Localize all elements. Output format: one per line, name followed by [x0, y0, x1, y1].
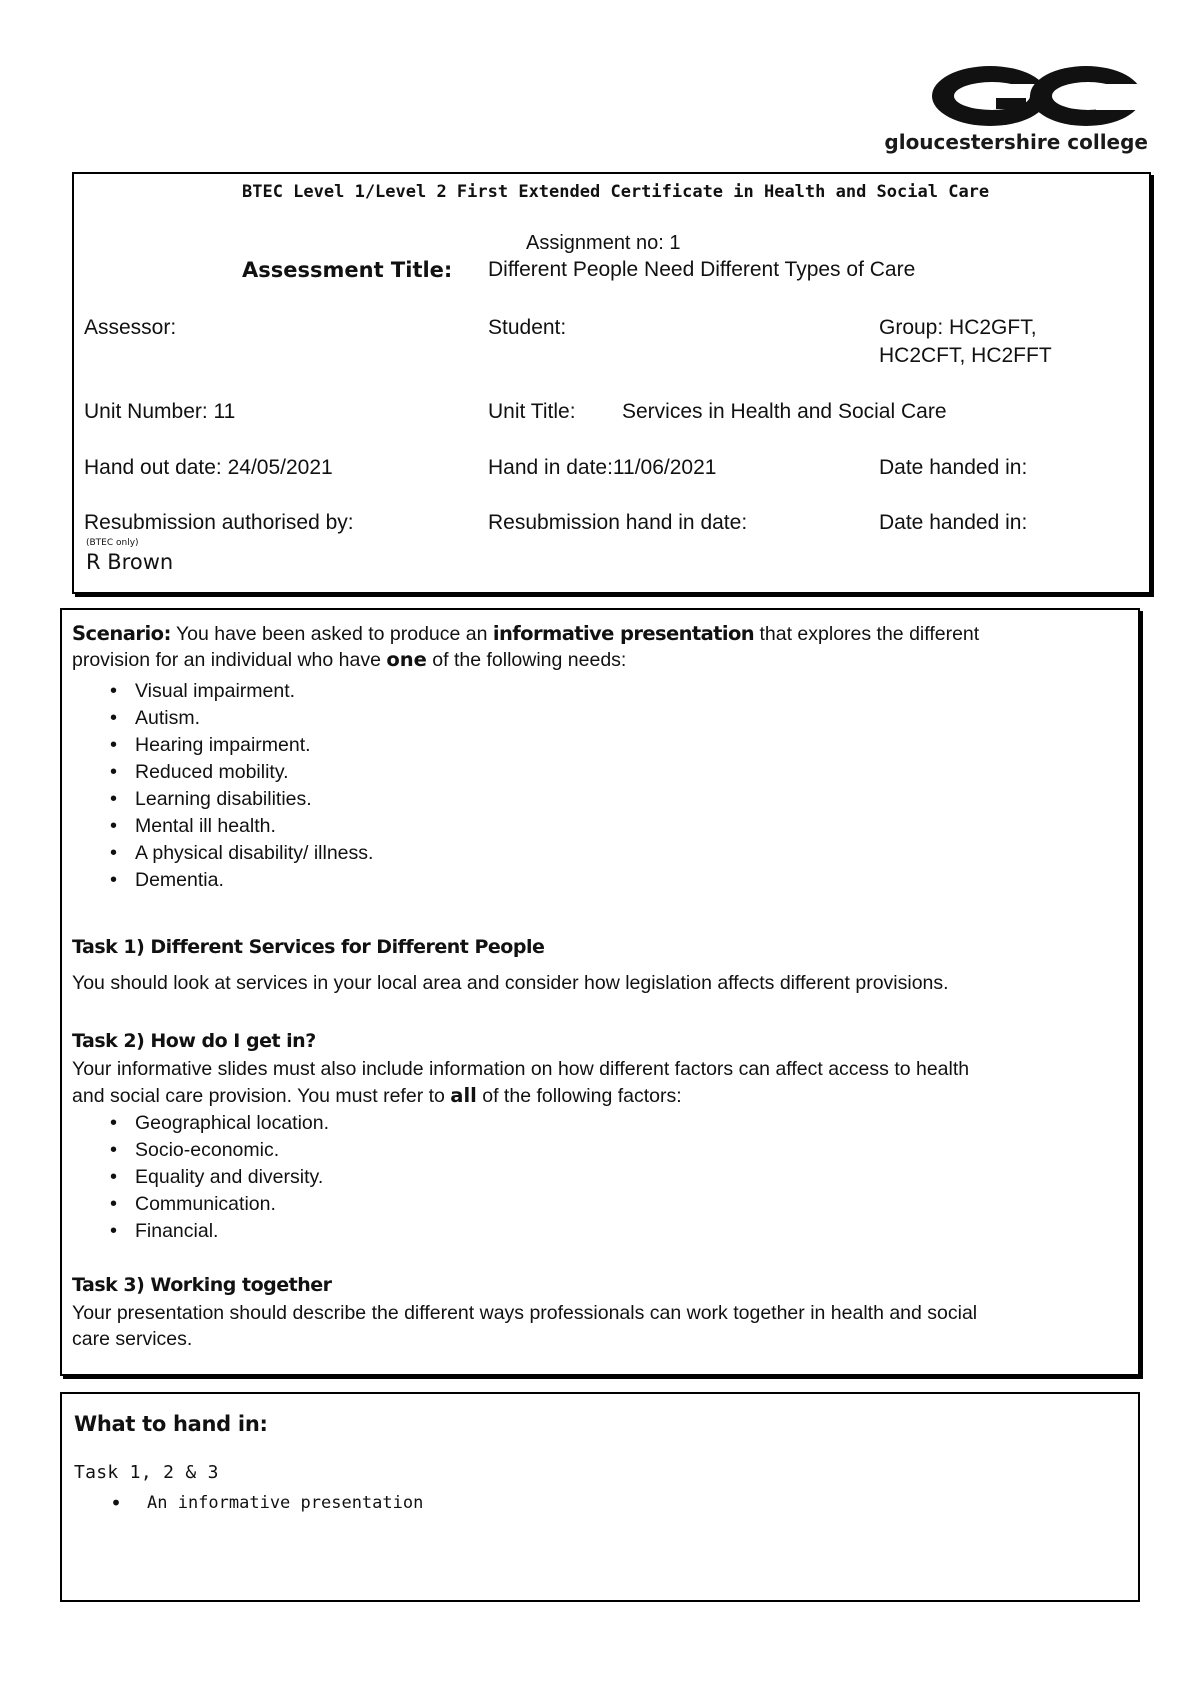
task-3-line-1: Your presentation should describe the different ways professionals can work together in health and social [72, 1302, 978, 1324]
list-item: • Mental ill health. [62, 813, 373, 840]
scenario-line-2b: of the following needs: [426, 649, 627, 671]
task-2-heading: Task 2) How do I get in? [72, 1030, 316, 1052]
list-item: • Hearing impairment. [62, 732, 373, 759]
list-item: • Learning disabilities. [62, 786, 373, 813]
unit-title: Services in Health and Social Care [622, 400, 947, 423]
task-1-text: You should look at services in your local area and consider how legislation affects different provisions. [72, 972, 949, 994]
btec-only-note: (BTEC only) [86, 538, 139, 548]
task-2-line-2 [72, 1084, 682, 1108]
unit-number: Unit Number: 11 [84, 400, 236, 423]
group-line-1: Group: HC2GFT, [879, 316, 1037, 339]
list-item: • An informative presentation [62, 1490, 423, 1517]
list-item: • Visual impairment. [62, 678, 373, 705]
scenario-label: Scenario: [72, 622, 171, 645]
task-2-bold-all: all [450, 1084, 477, 1107]
scenario-bold-presentation: informative presentation [492, 622, 755, 645]
hand-in-list [62, 1490, 423, 1517]
scenario-text-1: You have been asked to produce an [170, 623, 493, 645]
gc-logo-mark [928, 64, 1143, 128]
task-2-line-2b: of the following factors: [476, 1085, 682, 1107]
scenario-line-2 [72, 648, 626, 672]
needs-list [62, 678, 373, 894]
unit-title-label: Unit Title: [488, 400, 576, 423]
hand-in-heading: What to hand in: [74, 1412, 268, 1436]
scenario-line-2a: provision for an individual who have [72, 649, 387, 671]
scenario-text-2: that explores the different [754, 623, 980, 645]
scenario-bold-one: one [386, 648, 427, 671]
hand-in-box [60, 1392, 1140, 1602]
college-logo [858, 58, 1148, 158]
list-item: • Autism. [62, 705, 373, 732]
list-item: • Equality and diversity. [62, 1164, 329, 1191]
task-3-heading: Task 3) Working together [72, 1274, 332, 1296]
resubmission-authorised-label: Resubmission authorised by: [84, 511, 354, 534]
scenario-tasks-box [60, 608, 1140, 1376]
resubmission-hand-in-date: Resubmission hand in date: [488, 511, 748, 534]
task-3-line-2: care services. [72, 1328, 193, 1350]
list-item: • Geographical location. [62, 1110, 329, 1137]
assessment-title: Different People Need Different Types of Care [488, 258, 916, 281]
college-name: gloucestershire college [884, 130, 1148, 154]
group-line-2: HC2CFT, HC2FFT [879, 344, 1052, 367]
hand-in-tasks: Task 1, 2 & 3 [74, 1462, 219, 1483]
list-item: • Financial. [62, 1218, 329, 1245]
course-title: BTEC Level 1/Level 2 First Extended Certificate in Health and Social Care [242, 182, 990, 202]
list-item: • A physical disability/ illness. [62, 840, 373, 867]
assessment-title-label: Assessment Title: [242, 258, 453, 282]
factors-list [62, 1110, 329, 1245]
date-handed-in-resubmission: Date handed in: [879, 511, 1028, 534]
date-handed-in: Date handed in: [879, 456, 1028, 479]
hand-out-date: Hand out date: 24/05/2021 [84, 456, 333, 479]
assignment-header-box [72, 172, 1151, 594]
list-item: • Dementia. [62, 867, 373, 894]
list-item: • Communication. [62, 1191, 329, 1218]
list-item: • Socio-economic. [62, 1137, 329, 1164]
task-2-line-1: Your informative slides must also include information on how different factors can affect access to health [72, 1058, 970, 1080]
task-2-line-2a: and social care provision. You must refer to [72, 1085, 451, 1107]
scenario-line-1 [72, 622, 979, 646]
authoriser-name: R Brown [86, 550, 174, 574]
hand-in-date: Hand in date:11/06/2021 [488, 456, 717, 479]
list-item: • Reduced mobility. [62, 759, 373, 786]
student-label: Student: [488, 316, 567, 339]
task-1-heading: Task 1) Different Services for Different People [72, 936, 545, 958]
assessor-label: Assessor: [84, 316, 177, 339]
assignment-number: Assignment no: 1 [526, 232, 681, 254]
